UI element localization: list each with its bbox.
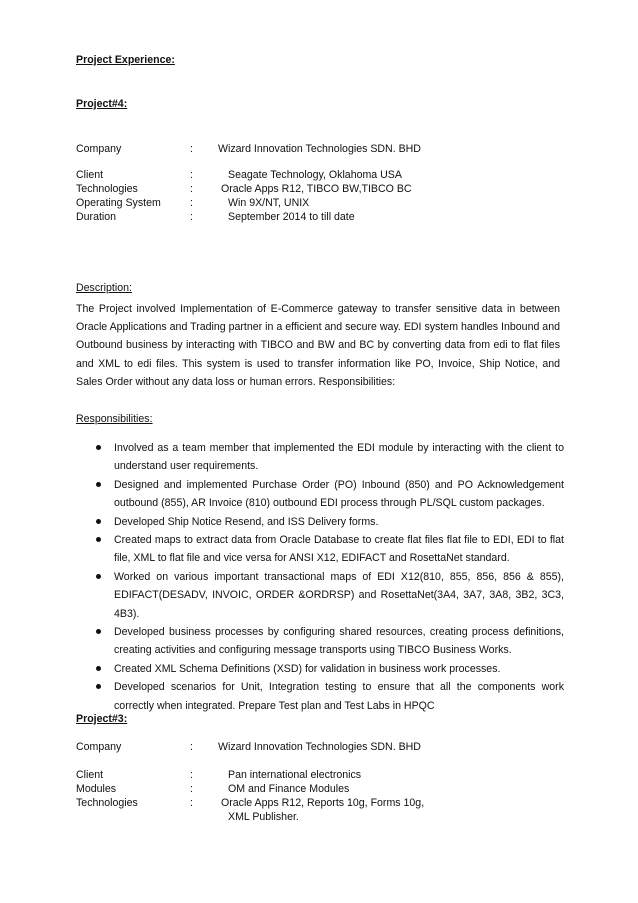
row-key: Company — [76, 143, 122, 155]
row-value: Pan international electronics — [228, 769, 362, 781]
bullet-icon — [96, 684, 101, 689]
row-value: XML Publisher. — [228, 811, 299, 823]
bullet-icon — [96, 666, 101, 671]
list-item-text: Created maps to extract data from Oracle Database to create flat files flat file to EDI, EDI to flat file, XML to flat file and vice versa for ANSI X12, EDIFACT and RosettaNet standard. — [114, 534, 564, 565]
project4-row-client — [76, 169, 556, 183]
row-key: Company — [76, 741, 122, 753]
project4-row-technologies — [76, 183, 556, 197]
row-key: Duration — [76, 211, 117, 223]
row-key: Client — [76, 769, 104, 781]
row-colon: : — [190, 169, 193, 181]
row-key: Technologies — [76, 797, 138, 809]
list-item — [76, 623, 564, 660]
bullet-icon — [96, 629, 101, 634]
description-title: Description: — [76, 282, 132, 294]
row-key: Modules — [76, 783, 117, 795]
project4-row-company — [76, 143, 556, 157]
bullet-icon — [96, 519, 101, 524]
project3-row-technologies — [76, 797, 556, 811]
row-colon: : — [190, 783, 193, 795]
list-item — [76, 678, 564, 715]
row-key: Client — [76, 169, 104, 181]
section-heading: Project Experience: — [76, 54, 175, 66]
list-item-text: Involved as a team member that implemented the EDI module by interacting with the client to understand user requirements. — [114, 442, 564, 473]
row-value: Win 9X/NT, UNIX — [228, 197, 310, 209]
list-item-text: Developed Ship Notice Resend, and ISS Delivery forms. — [114, 515, 379, 528]
row-colon: : — [190, 197, 193, 209]
list-item — [76, 531, 564, 568]
bullet-icon — [96, 537, 101, 542]
bullet-icon — [96, 445, 101, 450]
row-colon: : — [190, 797, 193, 809]
list-item — [76, 476, 564, 513]
list-item-text: Designed and implemented Purchase Order (PO) Inbound (850) and PO Acknowledgement outbound (855), AR Invoice (810) outbound EDI process through PL/SQL custom packages. — [114, 478, 564, 510]
list-item-text: Developed scenarios for Unit, Integration testing to ensure that all the components work correctly when integrated. Prepare Test plan and Test Labs in HPQC — [114, 681, 564, 712]
row-colon: : — [190, 741, 193, 753]
list-item-text: Developed business processes by configuring shared resources, creating process definitions, creating activities and configuring message transports using TIBCO Business Works. — [114, 626, 564, 657]
project3-row-modules — [76, 783, 556, 797]
bullet-icon — [96, 482, 101, 487]
project3-row-company — [76, 741, 556, 755]
bullet-icon — [96, 574, 101, 579]
list-item-text: Worked on various important transactional maps of EDI X12(810, 855, 856, 856 & 855), EDIFACT(DESADV, INVOIC, ORDER &ORDRSP) and RosettaNet(3A4, 3A7, 3A8, 3B2, 3C3, 4B3). — [114, 570, 564, 620]
project4-row-operating-system — [76, 197, 556, 211]
list-item — [76, 513, 564, 531]
project4-title: Project#4: — [76, 98, 128, 110]
row-value: Oracle Apps R12, TIBCO BW,TIBCO BC — [221, 183, 412, 195]
row-colon: : — [190, 211, 193, 223]
row-colon: : — [190, 143, 193, 155]
row-value: Wizard Innovation Technologies SDN. BHD — [218, 143, 421, 155]
list-item — [76, 660, 564, 678]
list-item — [76, 439, 564, 476]
row-value: OM and Finance Modules — [228, 783, 350, 795]
row-key: Operating System — [76, 197, 161, 209]
list-item — [76, 568, 564, 623]
row-value: Seagate Technology, Oklahoma USA — [228, 169, 402, 181]
project3-row-technologies-cont — [76, 811, 556, 825]
row-value: September 2014 to till date — [228, 211, 355, 223]
project3-title: Project#3: — [76, 713, 128, 725]
responsibilities-list — [76, 439, 564, 715]
list-item-text: Created XML Schema Definitions (XSD) for validation in business work processes. — [114, 662, 501, 675]
responsibilities-title: Responsibilities: — [76, 413, 153, 425]
row-key: Technologies — [76, 183, 138, 195]
row-colon: : — [190, 183, 193, 195]
description-text: The Project involved Implementation of E-Commerce gateway to transfer sensitive data in between Oracle Applications and Trading partner in a efficient and secure way. EDI system handles Inbound and Outbound business by interacting with TIBCO and BW and BC by converting data from edi to flat files and XML to edi files. This system is used to transfer information like PO, Invoice, Ship Notice, and Sales Order without any data loss or human errors. Responsibilities: — [76, 303, 560, 388]
project4-row-duration — [76, 211, 556, 225]
row-colon: : — [190, 769, 193, 781]
row-value: Oracle Apps R12, Reports 10g, Forms 10g, — [221, 797, 425, 809]
project3-row-client — [76, 769, 556, 783]
row-value: Wizard Innovation Technologies SDN. BHD — [218, 741, 421, 753]
